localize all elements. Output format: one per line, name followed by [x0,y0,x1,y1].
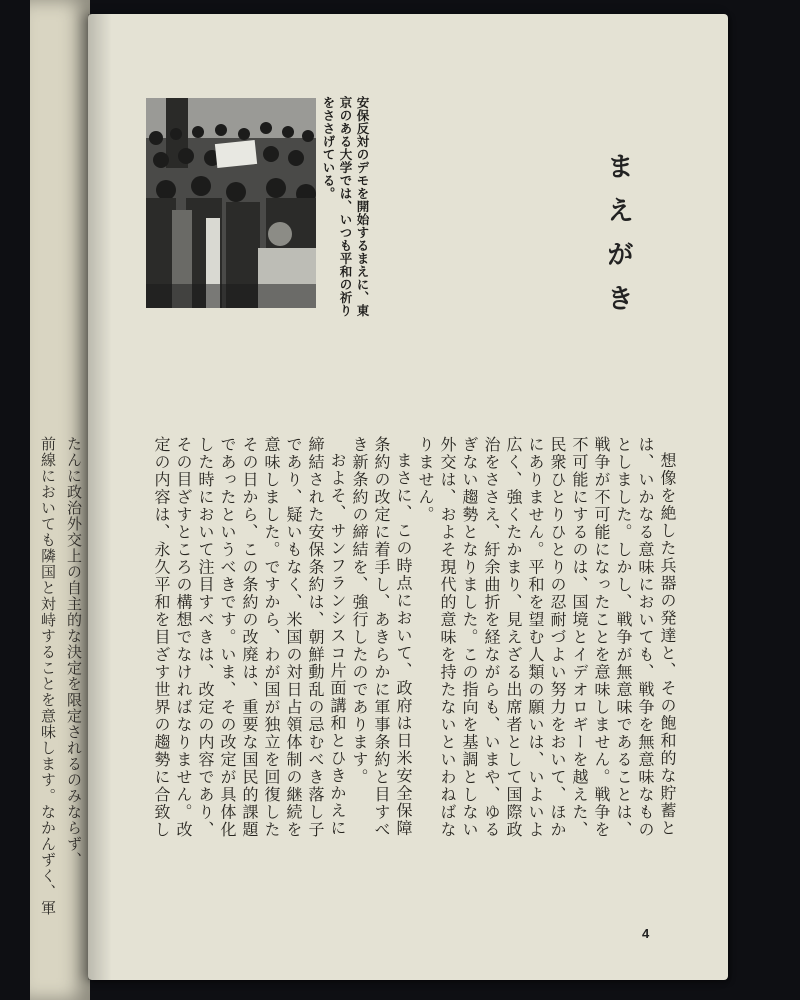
photo-caption [320,96,371,326]
body-paragraph: まさに、この時点において、政府は日米安全保障条約の改定に着手し、あきらかに軍事条約と目すべき新条約の締結を、強行したのであります。 [350,436,413,839]
caption-line: をささげている。 [321,96,336,200]
caption-line: 安保反対のデモを開始するまえに、東 [355,96,370,317]
facing-page-text-line: 前線においても隣国と対峙することを意味します。なかんずく、軍 [39,436,57,916]
page-number: 4 [642,926,650,941]
caption-line: 京のある大学では、いつも平和の祈り [338,96,353,317]
protest-crowd-photo [146,98,316,308]
facing-page-text-line: たんに政治外交上の自主的な決定を限定されるのみならず、 [65,436,83,868]
photo-image [146,98,316,308]
preface-heading: まえがき [602,152,633,328]
body-paragraph: 想像を絶した兵器の発達と、その飽和的な貯蓄とは、いかなる意味においても、戦争を無意味なものとしました。しかし、戦争が無意味であることは、戦争が不可能になったことを意味しません。戦争を不可能にするのは、国境とイデオロギーを越えた、民衆ひとりひとりの忍耐づよい努力をおいて、ほかにありません。平和を望む人類の願いは、いよいよ広く、強くたかまり、見えざる出席者として国際政治をささえ、紆余曲折を経ながらも、いまや、ゆるぎない趨勢となりました。この指向を基調としない外交は、およそ現代的意味を持たないといわねばなりません。 [416,436,677,839]
body-paragraph: およそ、サンフランシスコ片面講和とひきかえに締結された安保条約は、朝鮮動乱の忌むべき落し子であり、疑いもなく、米国の対日占領体制の継続を意味しました。ですから、わが国が独立を回復したその日から、この条約の改廃は、重要な国民的課題であったというべきです。いま、その改定が具体化した時において注目すべきは、改定の内容であり、その目ざすところの構想でなければなりません。改定の内容は、永久平和を目ざす世界の趨勢に合致し [152,436,347,839]
facing-page-edge [30,0,90,1000]
preface-body [148,436,678,846]
